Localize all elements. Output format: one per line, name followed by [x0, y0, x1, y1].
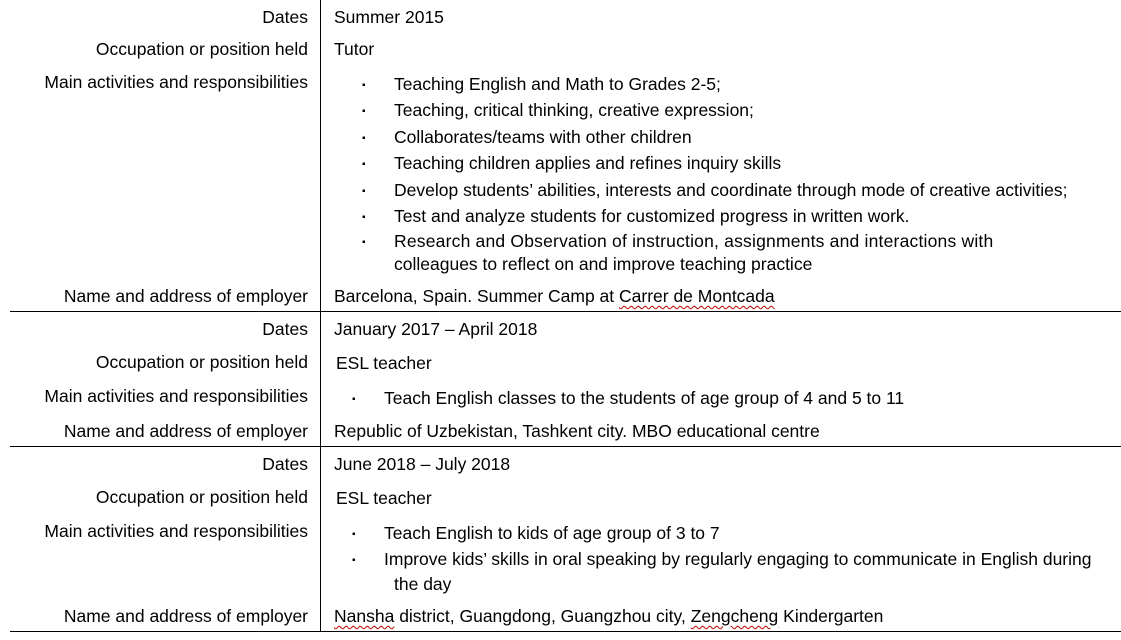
activity-text: Develop students’ abilities, interests and coordinate through mode of creative activities; [394, 180, 1068, 200]
bullet-icon: ▪ [362, 133, 366, 144]
dates-value: January 2017 – April 2018 [334, 319, 538, 339]
bullet-icon: ▪ [352, 555, 356, 566]
activity-text: Research and Observation of instruction, assignments and interactions with [394, 231, 994, 251]
dates-label: Dates [262, 319, 308, 339]
occupation-value: Tutor [334, 39, 375, 59]
bullet-icon: ▪ [362, 212, 366, 223]
occupation-label: Occupation or position held [95, 352, 308, 372]
dates-label: Dates [262, 7, 308, 27]
dates-label: Dates [262, 454, 308, 474]
occupation-label: Occupation or position held [95, 487, 308, 507]
activity-text: Teaching, critical thinking, creative expression; [394, 100, 754, 120]
occupation-value: ESL teacher [336, 488, 432, 508]
activity-text: Test and analyze students for customized progress in written work. [394, 206, 910, 226]
column-divider [320, 0, 321, 632]
bullet-icon: ▪ [352, 529, 356, 540]
bullet-icon: ▪ [362, 237, 366, 248]
activities-label: Main activities and responsibilities [44, 521, 308, 541]
activity-text: Teaching English and Math to Grades 2-5; [394, 74, 721, 94]
activity-text: Collaborates/teams with other children [394, 127, 692, 147]
employer-label: Name and address of employer [63, 286, 308, 306]
bullet-icon: ▪ [352, 394, 356, 405]
activities-label: Main activities and responsibilities [44, 386, 308, 406]
employer-value: Republic of Uzbekistan, Tashkent city. MBO educational centre [334, 421, 820, 441]
employer-label: Name and address of employer [63, 421, 308, 441]
bullet-icon: ▪ [362, 159, 366, 170]
employer-text: Barcelona, Spain. Summer Camp at [334, 286, 619, 306]
dates-value: June 2018 – July 2018 [334, 454, 511, 474]
occupation-value: ESL teacher [336, 353, 432, 373]
bullet-icon: ▪ [362, 106, 366, 117]
employer-value [334, 286, 775, 307]
employer-text: Kindergarten [778, 606, 884, 626]
spellcheck-marked-text: Nansha [334, 606, 395, 626]
activity-text: Teach English classes to the students of age group of 4 and 5 to 11 [384, 388, 905, 408]
spellcheck-marked-text: Zengcheng [690, 606, 779, 626]
activity-text-continued: the day [394, 574, 452, 594]
section-divider [10, 311, 1121, 312]
employer-label: Name and address of employer [63, 606, 308, 626]
activity-text: Teaching children applies and refines inquiry skills [394, 153, 782, 173]
activity-text: Improve kids’ skills in oral speaking by regularly engaging to communicate in English during [384, 549, 1092, 569]
section-divider [10, 446, 1121, 447]
spellcheck-marked-text: Carrer de Montcada [619, 286, 775, 306]
activity-text: Teach English to kids of age group of 3 to 7 [384, 523, 720, 543]
occupation-label: Occupation or position held [95, 39, 308, 59]
dates-value: Summer 2015 [334, 7, 444, 27]
section-divider [10, 631, 1121, 632]
bullet-icon: ▪ [362, 186, 366, 197]
activity-text-continued: colleagues to reflect on and improve teaching practice [394, 254, 813, 274]
list-item [352, 549, 1121, 573]
activities-label: Main activities and responsibilities [44, 72, 308, 92]
employer-value [334, 606, 883, 627]
bullet-icon: ▪ [362, 80, 366, 91]
employer-text: district, Guangdong, Guangzhou city, [394, 606, 691, 626]
